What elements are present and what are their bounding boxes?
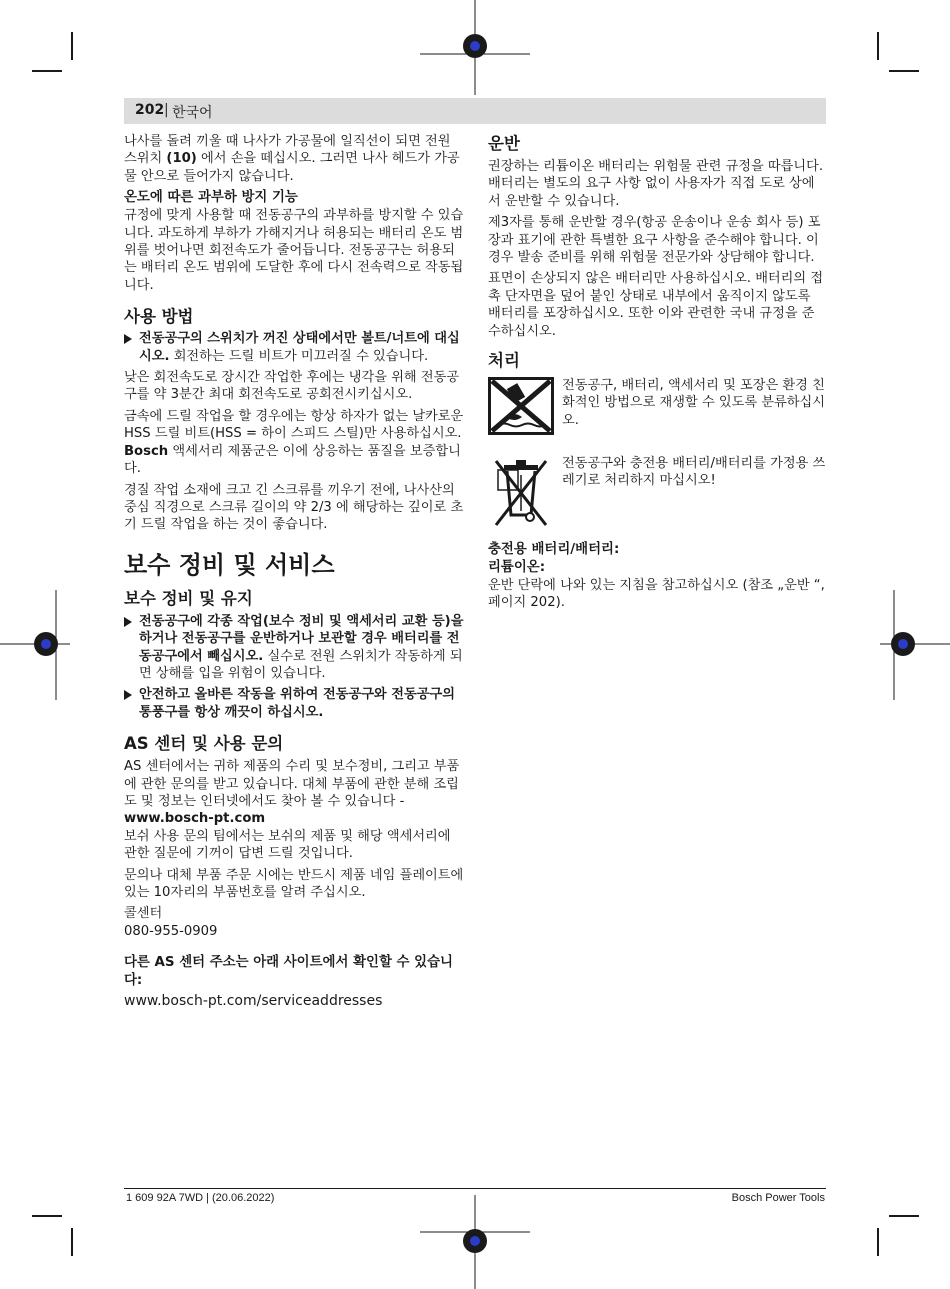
recycling-symbol-icon [488,377,554,435]
crop-mark [32,70,62,72]
disposal-heading: 처리 [488,351,520,371]
overload-paragraph: 규정에 맞게 사용할 때 전동공구의 과부하를 방지할 수 있습니다. 과도하게 부하가 가해지거나 허용되는 배터리 온도 범위를 벗어나면 회전속도가 줄어듭니다. 전동공구는 허용되는 배터리 온도 범위에 도달한 후에 다시 전속력으로 작동됩니다. [124,208,464,293]
crop-mark [877,32,879,60]
usage-heading: 사용 방법 [124,307,194,327]
registration-mark-left [0,590,70,700]
transport-paragraph: 제3자를 통해 운반할 경우(항공 운송이나 운송 회사 등) 포장과 표기에 관한 특별한 요구 사항을 준수해야 합니다. 이 경우 발송 준비를 위해 위험물 전문가와 상담해야 합니다. [488,215,821,266]
other-as-heading: 다른 AS 센터 주소는 아래 사이트에서 확인할 수 있습니다: [124,955,453,989]
crop-mark [71,32,73,60]
footer-rule [124,1188,826,1189]
registration-mark-right [880,590,950,700]
usage-bullet: 전동공구의 스위치가 꺼진 상태에서만 볼트/너트에 대십시오. 회전하는 드릴 비트가 미끄러질 수 있습니다. [124,330,464,365]
registration-mark-bottom [420,1195,530,1289]
maintenance-heading: 보수 정비 및 유지 [124,588,253,608]
disposal-paragraph: 전동공구와 충전용 배터리/배터리를 가정용 쓰레기로 처리하지 마십시오! [562,456,826,489]
crop-mark [889,1215,919,1217]
footer-doc-id: 1 609 92A 7WD | (20.06.2022) [126,1192,275,1204]
usage-paragraph: 낮은 회전속도로 장시간 작업한 후에는 냉각을 위해 전동공구를 약 3분간 최대 회전속도로 공회전시키십시오. [124,370,460,403]
as-paragraph: AS 센터에서는 귀하 제품의 수리 및 보수정비, 그리고 부품에 관한 문의를 받고 있습니다. 대체 부품에 관한 분해 조립도 및 정보는 인터넷에서도 찾아 볼 수 있습니다 - www.bosch-pt.com [124,759,460,827]
registration-mark-top [420,0,530,95]
transport-heading: 운반 [488,134,520,153]
bullet-triangle-icon [124,617,132,627]
bullet-triangle-icon [124,334,132,344]
intro-paragraph: 나사를 돌려 끼울 때 나사가 가공물에 일직선이 되면 전원 스위치 (10) 에서 손을 떼십시오. 그러면 나사 헤드가 가공물 안으로 들어가지 않습니다. [124,134,460,184]
battery-heading: 충전용 배터리/배터리: [488,542,620,558]
as-paragraph: 문의나 대체 부품 주문 시에는 반드시 제품 네임 플레이트에 있는 10자리의 부품번호를 알려 주십시오. [124,867,464,900]
call-center-label: 콜센터 [124,906,163,922]
crop-mark [877,1228,879,1256]
service-addresses-link[interactable]: www.bosch-pt.com/serviceaddresses [124,993,383,1010]
as-paragraph: 보쉬 사용 문의 팀에서는 보쉬의 제품 및 해당 액세서리에 관한 질문에 기꺼이 답변 드릴 것입니다. [124,828,451,862]
header-language: 한국어 [172,105,213,121]
page-number: 202 [135,102,165,118]
right-column [488,133,826,616]
crop-mark [32,1215,62,1217]
bullet-triangle-icon [124,690,132,700]
disposal-paragraph: 전동공구, 배터리, 액세서리 및 포장은 환경 친화적인 방법으로 재생할 수 있도록 분류하십시오. [562,378,826,428]
page-header [124,98,826,124]
usage-paragraph: 금속에 드릴 작업을 할 경우에는 항상 하자가 없는 날카로운 HSS 드릴 비트(HSS = 하이 스피드 스틸)만 사용하십시오. Bosch 액세서리 제품군은 이에 상응하는 품질을 보증합니다. [124,408,464,477]
crossed-bin-icon [488,455,554,529]
battery-paragraph: 운반 단락에 나와 있는 지침을 참고하십시오 (참조 „운반 “, 페이지 202). [488,578,825,611]
usage-paragraph: 경질 작업 소재에 크고 긴 스크류를 끼우기 전에, 나사산의 중심 직경으로 스크류 길이의 약 2/3 에 해당하는 깊이로 초기 드릴 작업을 하는 것이 좋습니다. [124,482,464,533]
battery-heading: 리튬이온: [488,560,546,576]
recycle-row [488,377,826,447]
overload-heading: 온도에 따른 과부하 방지 기능 [124,190,298,206]
call-center-number: 080-955-0909 [124,923,218,939]
maintenance-bullet: 전동공구에 각종 작업(보수 정비 및 액세서리 교환 등)을 하거나 전동공구를 운반하거나 보관할 경우 배터리를 전동공구에서 빼십시오. 실수로 전원 스위치가 작동하게 되면 상해를 입을 위험이 있습니다. [124,613,464,683]
service-title: 보수 정비 및 서비스 [124,550,335,579]
transport-paragraph: 표면이 손상되지 않은 배터리만 사용하십시오. 배터리의 접촉 단자면을 덮어 붙인 상태로 내부에서 움직이지 않도록 배터리를 포장하십시오. 또한 이와 관련한 국내 규정을 준수하십시오. [488,271,824,339]
left-column [124,133,464,1011]
maintenance-bullet: 안전하고 올바른 작동을 위하여 전동공구와 전동공구의 통풍구를 항상 깨끗이 하십시오. [124,686,464,721]
as-heading: AS 센터 및 사용 문의 [124,734,284,754]
crop-mark [889,70,919,72]
footer-brand: Bosch Power Tools [731,1192,825,1204]
bosch-link[interactable]: www.bosch-pt.com [124,811,266,827]
transport-paragraph: 권장하는 리튬이온 배터리는 위험물 관련 규정을 따릅니다. 배터리는 별도의 요구 사항 없이 사용자가 직접 도로 상에서 운반할 수 있습니다. [488,159,824,209]
crop-mark [71,1228,73,1256]
weee-row [488,455,826,533]
header-separator: | [164,102,169,118]
